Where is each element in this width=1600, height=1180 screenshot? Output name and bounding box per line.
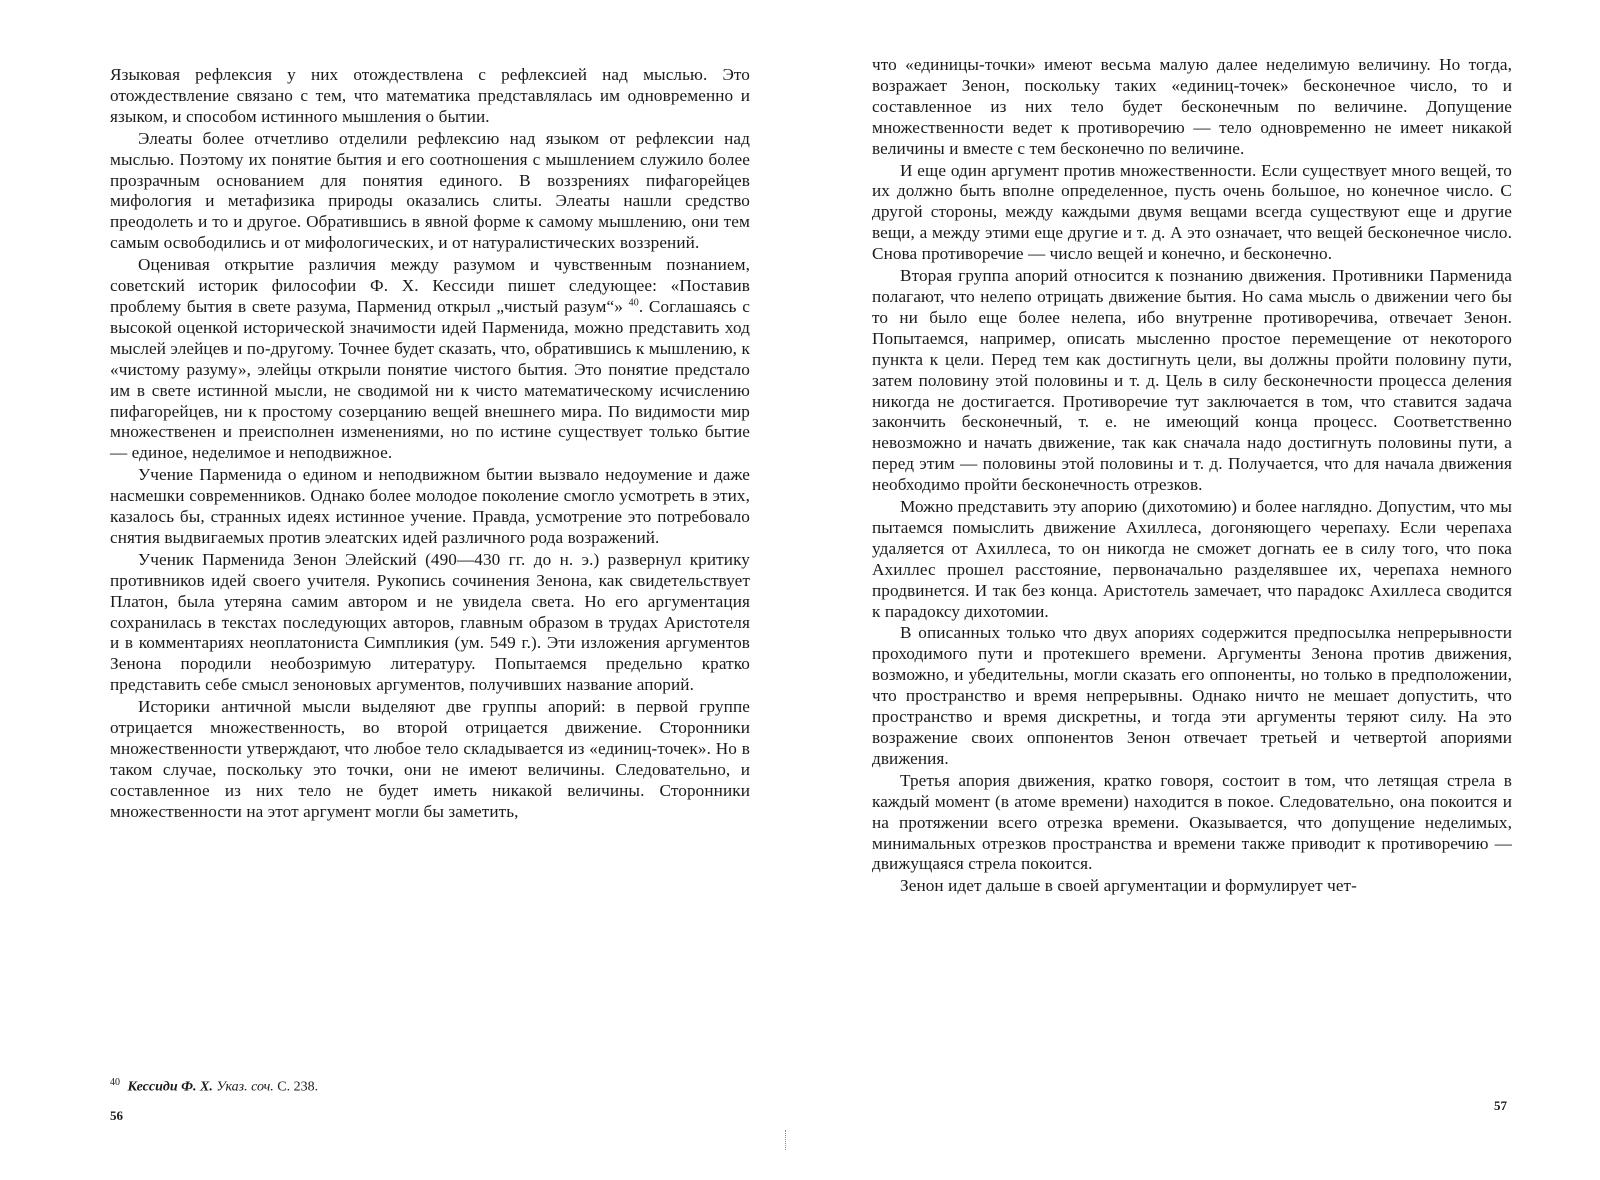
paragraph: И еще один аргумент против множественности. Если существует много вещей, то их должно быть вполне определенное, пусть очень большое, но конечное число. С другой стороны, между каждыми двумя вещами всегда существуют еще и другие вещи, а между этими еще другие и т. д. А это означает, что вещей бесконечное число. Снова противоречие — число вещей и конечно, и бесконечно. [872,160,1512,264]
paragraph: Ученик Парменида Зенон Элейский (490—430 гг. до н. э.) развернул критику противников идей своего учителя. Рукопись сочинения Зенона, как свидетельствует Платон, была утеряна самим автором и не увидела света. Но его аргументация сохранилась в текстах последующих авторов, главным образом в трудах Аристотеля и в комментариях неоплатониста Симпликия (ум. 549 г.). Эти изложения аргументов Зенона породили необозримую литературу. Попытаемся предельно кратко представить себе смысл зеноновых аргументов, получивших название апорий. [110,549,750,695]
footnote-reference[interactable]: 40 [628,297,639,309]
paragraph: Оценивая открытие различия между разумом и чувственным познанием, советский историк философии Ф. Х. Кессиди пишет следующее: «Поставив проблему бытия в свете разума, Парменид открыл „чистый разум“» $^{40}$. Соглашаясь с высокой оценкой исторической значимости идей Парменида, можно представить ход мыслей элейцев и по-другому. Точнее будет сказать, что, обратившись к мышлению, к «чистому разуму», элейцы открыли понятие чистого бытия. Это понятие предстало им в свете истинной мысли, не сводимой ни к чисто математическому исчислению пифагорейцев, ни к простому созерцанию вещей внешнего мира. По видимости мир множественен и преисполнен изменениями, но по истине существует только бытие — единое, неделимое и неподвижное. [110,255,751,463]
gutter-divider [785,1130,788,1150]
paragraph-text: Соглашаясь с высокой оценкой исторической значимости идей Парменида, можно представить ход мыслей элейцев и по-другому. Точнее будет сказать, что, обратившись к мышлению, к «чистому разуму», элейцы открыли понятие чистого бытия. Это понятие предстало им в свете истинной мысли, не сводимой ни к чисто математическому исчислению пифагорейцев, ни к простому созерцанию вещей внешнего мира. По видимости мир множественен и преисполнен изменениями, но по истине существует только бытие — единое, неделимое и неподвижное. [110,296,751,463]
footnote-work: Указ. соч. [216,1079,274,1095]
footnote [110,1074,750,1097]
right-page [800,0,1600,1180]
right-page-text [872,55,1512,898]
paragraph: Вторая группа апорий относится к познанию движения. Противники Парменида полагают, что нелепо отрицать движение бытия. Но сама мысль о движении чего бы то ни было еще более нелепа, ибо внутренне противоречива, отвечает Зенон. Попытаемся, например, описать мысленно простое перемещение от некоторого пункта к цели. Перед тем как достигнуть цели, вы должны пройти половину пути, затем половину этой половины и т. д. Цель в силу бесконечности процесса деления никогда не достигается. Противоречие тут заключается в том, что ставится задача закончить бесконечный, т. е. не имеющий конца процесс. Соответственно невозможно и начать движение, так как сначала надо достигнуть половины пути, а перед этим — половины этой половины и т. д. Получается, что для начала движения необходимо пройти бесконечность отрезков. [872,266,1512,495]
paragraph: Элеаты более отчетливо отделили рефлексию над языком от рефлексии над мыслью. Поэтому их понятие бытия и его соотношения с мышлением служило более прозрачным основанием для понятия единого. В воззрениях пифагорейцев мифология и метафизика природы оказались слиты. Элеаты нашли средство преодолеть и то и другое. Обратившись в явной форме к самому мышлению, они тем самым освободились и от мифологических, и от натуралистических воззрений. [110,128,750,253]
page-number: 57 [1494,1098,1507,1113]
paragraph: Языковая рефлексия у них отождествлена с рефлексией над мыслью. Это отождествление связано с тем, что математика представлялась им одновременно и языком, и способом истинного мышления о бытии. [110,65,750,126]
paragraph: В описанных только что двух апориях содержится предпосылка непрерывности проходимого пути и протекшего времени. Аргументы Зенона против движения, возможно, и убедительны, могли сказать его оппоненты, но только в предположении, что пространство и время непрерывны. Однако ничто не мешает допустить, что пространство и время дискретны, и тогда эти аргументы теряют силу. На это возражение своих оппонентов Зенон отвечает третьей и четвертой апориями движения. [872,623,1512,768]
paragraph: Третья апория движения, кратко говоря, состоит в том, что летящая стрела в каждый момент (в атоме времени) находится в покое. Следовательно, она покоится и на протяжении всего отрезка времени. Оказывается, что допущение неделимых, минимальных отрезков пространства и времени также приводит к противоречию — движущаяся стрела покоится. [872,770,1512,874]
left-page-text [110,65,750,824]
footnote-page: С. 238. [277,1079,319,1095]
paragraph-text: Оценивая открытие различия между разумом и чувственным познанием, советский историк философии Ф. Х. Кессиди пишет следующее: «Поставив проблему бытия в свете разума, Парменид открыл „чистый разум“» [110,255,750,316]
paragraph: Можно представить эту апорию (дихотомию) и более наглядно. Допустим, что мы пытаемся помыслить движение Ахиллеса, догоняющего черепаху. Если черепаха удаляется от Ахиллеса, то он никогда не сможет догнать ее в силу того, что пока Ахиллес прошел расстояние, первоначально разделявшее их, черепаха немного продвинется. И так без конца. Аристотель замечает, что парадокс Ахиллеса сводится к парадоксу дихотомии. [872,497,1512,621]
paragraph: что «единицы-точки» имеют весьма малую далее неделимую величину. Но тогда, возражает Зенон, поскольку таких «единиц-точек» бесконечное число, то и составленное из них тело будет бесконечным по величине. Допущение множественности ведет к противоречию — тело одновременно не имеет никакой величины и вместе с тем бесконечно по величине. [872,55,1512,158]
paragraph: Историки античной мысли выделяют две группы апорий: в первой группе отрицается множественность, во второй отрицается движение. Сторонники множественности утверждают, что любое тело складывается из «единиц-точек». Но в таком случае, поскольку это точки, они не имеют величины. Следовательно, и составленное из них тело не будет иметь никакой величины. Сторонники множественности на этот аргумент могли бы заметить, [110,697,750,821]
footnote-mark: 40 [110,1077,120,1088]
paragraph: Учение Парменида о едином и неподвижном бытии вызвало недоумение и даже насмешки современников. Однако более молодое поколение смогло усмотреть в этих, казалось бы, странных идеях истинное учение. Правда, усмотрение это потребовало снятия выдвигаемых против элеатских идей различного рода возражений. [110,465,750,547]
page-number: 56 [110,1108,123,1123]
footnote-author: Кессиди Ф. Х. [127,1079,213,1095]
paragraph: Зенон идет дальше в своей аргументации и формулирует чет- [900,876,1357,896]
